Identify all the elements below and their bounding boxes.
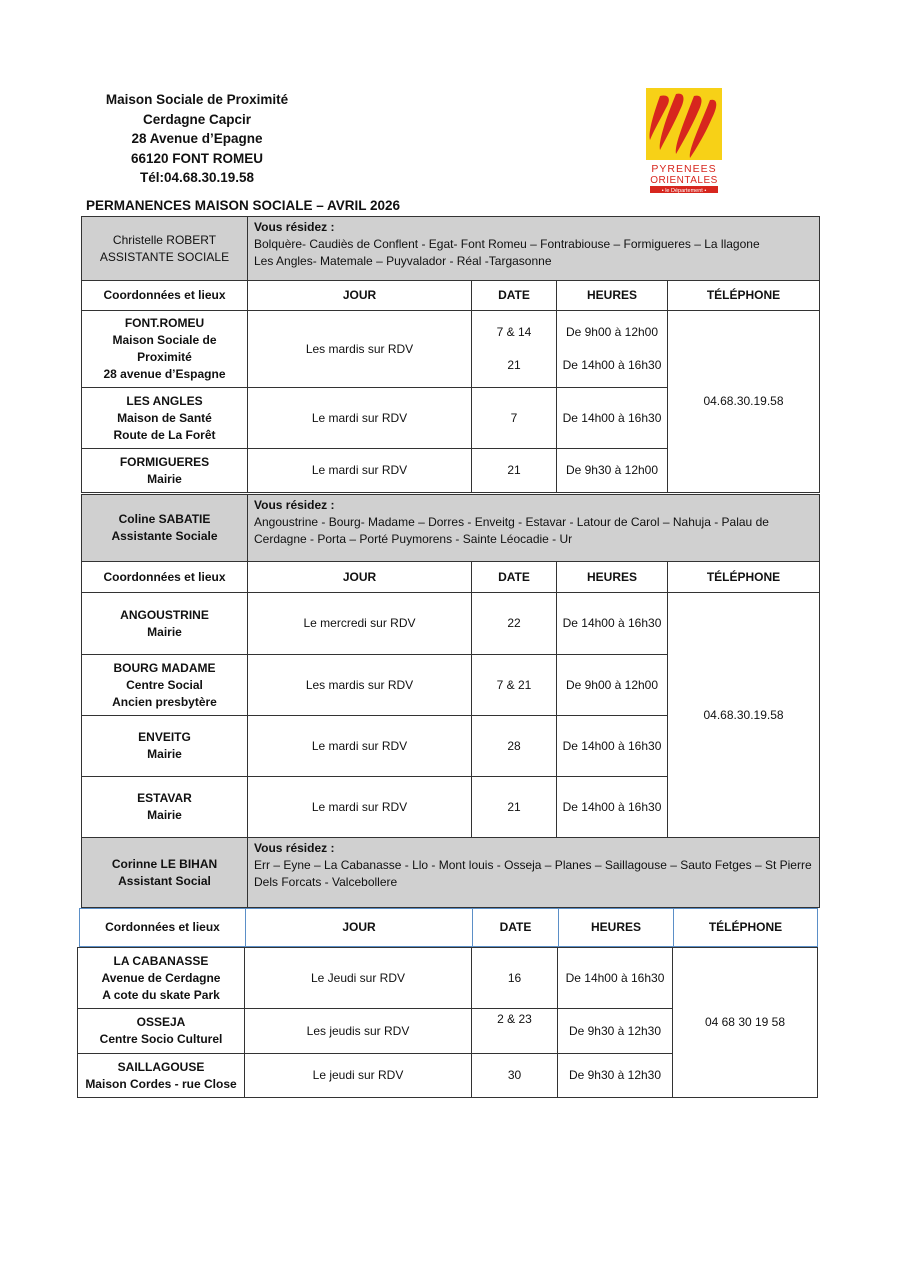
location-cell [82,311,248,388]
hours-cell: De 9h00 à 12h00 [557,655,668,716]
residence-cell [248,838,820,908]
hours-cell: De 9h30 à 12h30 [558,1009,673,1054]
logo-text: PYRENEES [651,163,717,175]
day-cell: Le mardi sur RDV [248,449,472,493]
assistant-cell [82,217,248,281]
location-detail: Mairie [147,747,182,761]
col-header-date: DATE [472,562,557,593]
residence-cell [248,217,820,281]
address-line: Maison Sociale de Proximité [105,92,289,107]
column-header-row [80,909,818,947]
location-name: SAILLAGOUSE [117,1059,205,1074]
residence-list: Dels Forcats - Valcebollere [254,875,398,889]
location-detail: Proximité [137,350,192,364]
location-cell [82,655,248,716]
section-lebihan-columns [79,908,818,947]
logo-text: ORIENTALES [650,175,718,186]
hours-cell: De 14h00 à 16h30 [557,593,668,655]
date-cell [472,311,557,388]
hours-cell: De 14h00 à 16h30 [558,948,673,1009]
hours-cell: De 9h30 à 12h00 [557,449,668,493]
location-cell [82,388,248,449]
date-cell: 21 [472,777,557,838]
location-detail: Avenue de Cerdagne [101,970,221,985]
col-header-phone: TÉLÉPHONE [668,562,820,593]
location-name: LA CABANASSE [113,953,209,968]
residence-cell [248,495,820,562]
location-cell [78,948,245,1009]
department-logo [646,88,722,194]
phone-cell: 04.68.30.19.58 [668,311,820,493]
location-name: OSSEJA [136,1015,186,1029]
location-name: FONT.ROMEU [124,316,205,330]
page-title: PERMANENCES MAISON SOCIALE – AVRIL 2026 [86,198,401,213]
date-cell: 16 [472,948,558,1009]
location-detail: Ancien presbytère [112,694,217,709]
assistant-role: Assistant Social [118,873,211,888]
col-header-location: Coordonnées et lieux [82,281,248,311]
logo-text: • le Département • [661,188,707,194]
residence-list: Cerdagne - Porta – Porté Puymorens - Sainte Léocadie - Ur [254,532,573,546]
location-name: ANGOUSTRINE [120,607,209,622]
assistant-row [82,838,820,908]
table-row [82,311,820,388]
day-cell: Le Jeudi sur RDV [245,948,472,1009]
location-detail: 28 avenue d’Espagne [103,367,226,381]
location-cell [78,1009,245,1054]
col-header-day: JOUR [248,562,472,593]
address-line: 28 Avenue d’Epagne [131,131,263,146]
address-block [92,90,302,188]
col-header-day: JOUR [246,909,473,947]
hours-cell [557,311,668,388]
location-detail: Centre Socio Culturel [99,1032,223,1046]
col-header-hours: HEURES [559,909,674,947]
date-cell: 7 & 21 [472,655,557,716]
section-sabatie [81,494,820,838]
date-cell: 30 [472,1054,558,1098]
residence-label: Vous résidez : [254,841,335,855]
location-detail: A cote du skate Park [102,987,220,1002]
section-robert [81,216,820,493]
location-detail: Mairie [147,471,182,486]
col-header-phone: TÉLÉPHONE [674,909,818,947]
col-header-location: Coordonnées et lieux [82,562,248,593]
location-detail: Centre Social [126,677,203,692]
date-value: 21 [507,358,521,372]
assistant-cell [82,838,248,908]
section-lebihan-rows [77,947,818,1098]
location-detail: Mairie [147,624,182,639]
location-detail: Maison Sociale de [112,333,217,347]
date-cell: 22 [472,593,557,655]
assistant-row [82,217,820,281]
address-line: Tél:04.68.30.19.58 [139,170,255,185]
location-detail: Route de La Forêt [113,427,216,442]
assistant-cell [82,495,248,562]
assistant-role: Assistante Sociale [111,529,218,543]
assistant-row [82,495,820,562]
column-header-row [82,562,820,593]
residence-label: Vous résidez : [254,498,335,512]
hours-cell: De 9h30 à 12h30 [558,1054,673,1098]
hours-cell: De 14h00 à 16h30 [557,716,668,777]
location-cell [82,777,248,838]
date-cell: 2 & 23 [472,1009,558,1054]
date-value: 7 & 14 [496,325,532,339]
col-header-phone: TÉLÉPHONE [668,281,820,311]
location-name: BOURG MADAME [113,660,216,675]
location-cell [82,593,248,655]
location-cell [82,449,248,493]
day-cell: Le mardi sur RDV [248,388,472,449]
assistant-name: Corinne LE BIHAN [111,856,218,871]
day-cell: Le mercredi sur RDV [248,593,472,655]
hours-value: De 14h00 à 16h30 [562,358,662,372]
location-detail: Mairie [147,808,182,822]
location-name: LES ANGLES [126,393,203,408]
day-cell: Le mardi sur RDV [248,777,472,838]
hours-cell: De 14h00 à 16h30 [557,777,668,838]
assistant-name: Coline SABATIE [118,512,211,526]
location-cell [78,1054,245,1098]
day-cell: Les mardis sur RDV [248,311,472,388]
assistant-name: Christelle ROBERT [112,232,217,247]
col-header-date: DATE [473,909,559,947]
location-name: FORMIGUERES [119,454,210,469]
assistant-role: ASSISTANTE SOCIALE [99,249,230,264]
day-cell: Les jeudis sur RDV [245,1009,472,1054]
address-line: 66120 FONT ROMEU [130,150,264,166]
location-cell [82,716,248,777]
residence-list: Err – Eyne – La Cabanasse - Llo - Mont louis - Osseja – Planes – Saillagouse – Sauto Fetges – St Pierre [254,858,812,872]
col-header-hours: HEURES [557,562,668,593]
day-cell: Le jeudi sur RDV [245,1054,472,1098]
location-name: ESTAVAR [137,791,192,805]
residence-list: Angoustrine - Bourg- Madame – Dorres - Enveitg - Estavar - Latour de Carol – Nahuja - Palau de [254,515,769,529]
date-cell: 28 [472,716,557,777]
col-header-location: Cordonnées et lieux [80,909,246,947]
location-detail: Maison Cordes - rue Close [85,1076,237,1091]
residence-label: Vous résidez : [254,220,335,234]
hours-cell: De 14h00 à 16h30 [557,388,668,449]
date-cell: 21 [472,449,557,493]
location-detail: Maison de Santé [117,410,212,425]
hours-value: De 9h00 à 12h00 [565,325,659,339]
day-cell: Les mardis sur RDV [248,655,472,716]
table-row [82,593,820,655]
phone-cell: 04.68.30.19.58 [668,593,820,838]
section-lebihan-header [81,837,820,908]
phone-cell: 04 68 30 19 58 [673,948,818,1098]
residence-list: Les Angles- Matemale – Puyvalador - Réal -Targasonne [254,254,552,268]
address-line: Cerdagne Capcir [142,111,252,127]
residence-list: Bolquère- Caudiès de Conflent - Egat- Font Romeu – Fontrabiouse – Formigueres – La llagone [254,237,760,251]
col-header-date: DATE [472,281,557,311]
table-row [78,948,818,1009]
column-header-row [82,281,820,311]
col-header-hours: HEURES [557,281,668,311]
date-cell: 7 [472,388,557,449]
day-cell: Le mardi sur RDV [248,716,472,777]
col-header-day: JOUR [248,281,472,311]
location-name: ENVEITG [138,730,191,744]
